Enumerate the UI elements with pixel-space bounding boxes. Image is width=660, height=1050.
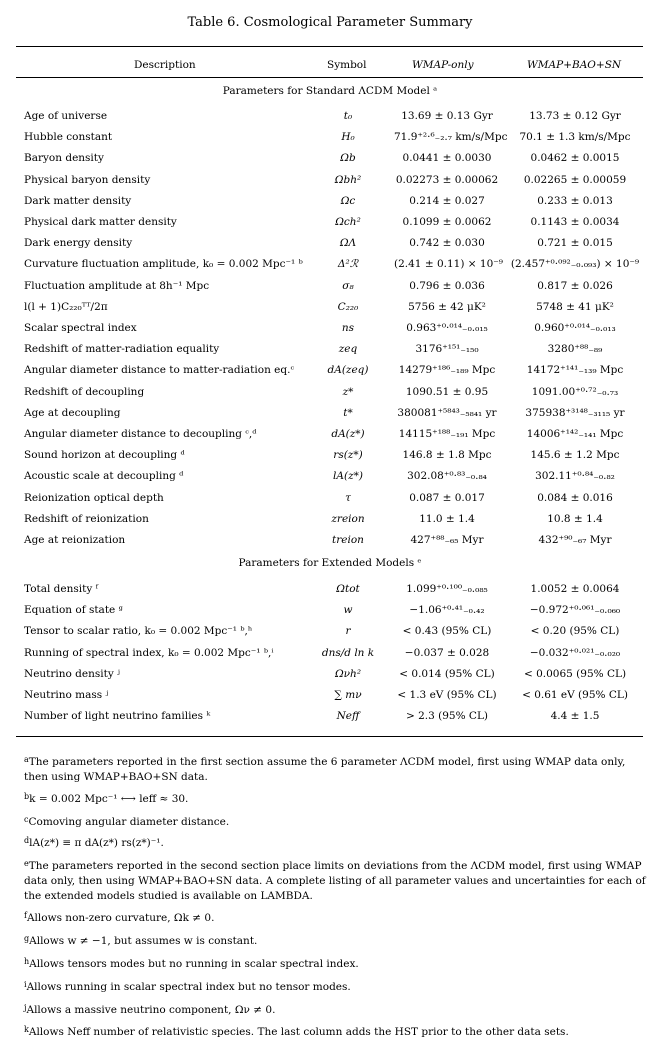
footnote-mark: b <box>24 792 30 801</box>
value-wmap-only: 11.0 ± 1.4 <box>419 512 475 525</box>
value-wmap-bao-sn: < 0.20 (95% CL) <box>530 625 620 638</box>
section-extended-title: Parameters for Extended Models ᵉ <box>238 557 422 569</box>
value-wmap-bao-sn: −0.972⁺⁰·⁰⁶¹₋₀.₀₆₀ <box>529 604 621 617</box>
table-row <box>0 280 660 300</box>
parameter-description: Age at reionization <box>24 534 126 546</box>
table-row <box>0 604 660 624</box>
parameter-symbol: ΩΛ <box>339 237 357 250</box>
table-row <box>0 174 660 194</box>
footnote-mark: a <box>24 755 29 764</box>
value-wmap-only: 3176⁺¹⁵¹₋₁₅₀ <box>415 343 479 356</box>
footnote-mark: c <box>24 815 29 824</box>
bottom-rule <box>16 736 643 737</box>
parameter-description: Age of universe <box>24 110 108 122</box>
parameter-description: Dark matter density <box>24 194 132 207</box>
value-wmap-bao-sn: 4.4 ± 1.5 <box>550 710 600 723</box>
table-row <box>0 513 660 533</box>
header-symbol: Symbol <box>327 59 367 71</box>
parameter-description: Dark energy density <box>24 237 133 250</box>
parameter-symbol: treion <box>332 534 364 546</box>
footnote-text: Allows non-zero curvature, Ωk ≠ 0. <box>26 912 215 924</box>
parameter-description: Neutrino density ʲ <box>24 667 120 680</box>
table-row <box>0 343 660 363</box>
footnote-mark: f <box>24 911 27 920</box>
footnote <box>24 1022 646 1040</box>
parameter-symbol: Ωνh² <box>334 667 362 680</box>
parameter-description: Total density ᶠ <box>24 583 98 595</box>
value-wmap-bao-sn: 302.11⁺⁰·⁸⁴₋₀.₈₂ <box>535 470 615 483</box>
parameter-description: Redshift of matter-radiation equality <box>24 343 220 356</box>
top-rule <box>16 46 643 47</box>
parameter-description: Tensor to scalar ratio, k₀ = 0.002 Mpc⁻¹ ᵇ,ʰ <box>24 625 253 638</box>
value-wmap-bao-sn: 0.817 ± 0.026 <box>537 279 613 292</box>
footnote-mark: e <box>24 859 29 868</box>
footnote <box>24 812 646 830</box>
table-row <box>0 710 660 730</box>
parameter-description: Baryon density <box>24 152 104 165</box>
footnote-mark: i <box>24 980 27 989</box>
table-row <box>0 258 660 278</box>
value-wmap-only: (2.41 ± 0.11) × 10⁻⁹ <box>394 258 504 271</box>
table-row <box>0 322 660 342</box>
header-rule <box>16 77 643 78</box>
header-description: Description <box>134 59 196 71</box>
parameter-symbol: zreion <box>331 512 365 525</box>
parameter-description: Fluctuation amplitude at 8h⁻¹ Mpc <box>24 279 210 292</box>
parameter-symbol: t₀ <box>343 110 353 122</box>
parameter-description: Equation of state ᵍ <box>24 604 123 617</box>
parameter-symbol: C₂₂₀ <box>337 300 359 313</box>
parameter-symbol: r <box>345 625 351 638</box>
parameter-description: l(l + 1)C₂₂₀ᵀᵀ/2π <box>24 300 108 313</box>
value-wmap-bao-sn: 10.8 ± 1.4 <box>547 512 603 525</box>
value-wmap-only: −1.06⁺⁰·⁴¹₋₀.₄₂ <box>409 604 485 617</box>
parameter-description: Running of spectral index, k₀ = 0.002 Mpc⁻¹ ᵇ,ⁱ <box>24 646 274 659</box>
value-wmap-only: 0.0441 ± 0.0030 <box>402 152 492 165</box>
footnote-mark: j <box>24 1003 27 1012</box>
value-wmap-only: 1.099⁺⁰·¹⁰⁰₋₀.₀₈₅ <box>406 583 488 595</box>
footnote <box>24 752 646 785</box>
value-wmap-bao-sn: < 0.61 eV (95% CL) <box>522 689 628 701</box>
parameter-description: Sound horizon at decoupling ᵈ <box>24 449 185 462</box>
parameter-description: Physical baryon density <box>24 173 151 186</box>
table-row <box>0 470 660 490</box>
value-wmap-bao-sn: 0.233 ± 0.013 <box>537 194 613 207</box>
value-wmap-only: −0.037 ± 0.028 <box>404 646 490 659</box>
parameter-symbol: dA(z*) <box>331 428 365 440</box>
table-caption: Table 6. Cosmological Parameter Summary <box>187 15 473 30</box>
footnote <box>24 833 646 851</box>
parameter-symbol: H₀ <box>341 131 355 144</box>
value-wmap-bao-sn: 70.1 ± 1.3 km/s/Mpc <box>519 131 631 144</box>
value-wmap-only: 0.087 ± 0.017 <box>409 491 485 504</box>
value-wmap-bao-sn: 0.0462 ± 0.0015 <box>530 152 620 165</box>
value-wmap-only: 0.02273 ± 0.00062 <box>395 173 499 186</box>
parameter-symbol: τ <box>345 491 351 504</box>
value-wmap-only: > 2.3 (95% CL) <box>405 710 489 723</box>
value-wmap-bao-sn: < 0.0065 (95% CL) <box>523 667 627 680</box>
footnote-text: Allows running in scalar spectral index but no tensor modes. <box>26 981 351 993</box>
footnote-mark: d <box>24 836 30 845</box>
parameter-symbol: Ωb <box>340 152 356 165</box>
value-wmap-only: 14279⁺¹⁸⁶₋₁₈₉ Mpc <box>398 364 496 377</box>
parameter-symbol: σ₈ <box>342 279 354 292</box>
value-wmap-bao-sn: 432⁺⁹⁰₋₆₇ Myr <box>538 534 612 546</box>
value-wmap-only: 5756 ± 42 μK² <box>408 300 486 313</box>
value-wmap-bao-sn: −0.032⁺⁰·⁰²¹₋₀.₀₂₀ <box>529 646 621 659</box>
footnote <box>24 954 646 972</box>
value-wmap-only: 0.742 ± 0.030 <box>409 237 485 250</box>
value-wmap-bao-sn: 0.084 ± 0.016 <box>537 491 613 504</box>
footnote-text: The parameters reported in the second section place limits on deviations from the ΛCDM model, first using WMAP data only, then using WMAP+BAO+SN data. A complete listing of all parameter values and uncertainties for each of the extended models studied is available on LAMBDA. <box>24 860 646 902</box>
value-wmap-only: 0.1099 ± 0.0062 <box>402 216 492 228</box>
footnote-mark: h <box>24 957 30 966</box>
value-wmap-bao-sn: 14006⁺¹⁴²₋₁₄₁ Mpc <box>526 428 624 440</box>
table-row <box>0 428 660 448</box>
value-wmap-only: 0.214 ± 0.027 <box>409 194 485 207</box>
value-wmap-bao-sn: 0.1143 ± 0.0034 <box>530 216 620 228</box>
value-wmap-only: < 0.014 (95% CL) <box>399 667 495 680</box>
parameter-symbol: Ωbh² <box>334 173 362 186</box>
value-wmap-only: < 1.3 eV (95% CL) <box>397 689 497 701</box>
header-wmap-only: WMAP-only <box>412 59 474 71</box>
value-wmap-only: 146.8 ± 1.8 Mpc <box>402 449 492 462</box>
parameter-symbol: w <box>343 604 353 617</box>
parameter-symbol: Δ²ℛ <box>337 258 359 271</box>
parameter-description: Neutrino mass ʲ <box>24 689 109 701</box>
value-wmap-bao-sn: 13.73 ± 0.12 Gyr <box>529 110 621 122</box>
footnote <box>24 931 646 949</box>
table-row <box>0 583 660 603</box>
parameter-description: Number of light neutrino families ᵏ <box>24 710 211 723</box>
parameter-symbol: Ωch² <box>335 216 361 228</box>
table-row <box>0 301 660 321</box>
footnote <box>24 977 646 995</box>
table-row <box>0 216 660 236</box>
footnote-text: The parameters reported in the first section assume the 6 parameter ΛCDM model, first using WMAP data only, then using WMAP+BAO+SN data. <box>24 756 626 783</box>
value-wmap-bao-sn: 5748 ± 41 μK² <box>536 300 614 313</box>
parameter-symbol: Ωc <box>340 194 356 207</box>
value-wmap-bao-sn: 375938⁺³¹⁴⁸₋₃₁₁₅ yr <box>525 406 625 419</box>
table-row <box>0 449 660 469</box>
value-wmap-only: 0.963⁺⁰·⁰¹⁴₋₀.₀₁₅ <box>406 322 488 334</box>
parameter-description: Curvature fluctuation amplitude, k₀ = 0.002 Mpc⁻¹ ᵇ <box>24 258 303 271</box>
value-wmap-only: 380081⁺⁵⁸⁴³₋₅₈₄₁ yr <box>397 406 497 419</box>
table-row <box>0 110 660 130</box>
footnote-text: Allows tensors modes but no running in scalar spectral index. <box>29 958 359 970</box>
value-wmap-bao-sn: 14172⁺¹⁴¹₋₁₃₉ Mpc <box>526 364 624 377</box>
footnote-text: Allows Neff number of relativistic species. The last column adds the HST prior to the other data sets. <box>28 1026 569 1038</box>
value-wmap-bao-sn: 3280⁺⁸⁸₋₈₉ <box>547 343 603 356</box>
value-wmap-only: 1090.51 ± 0.95 <box>405 385 489 398</box>
value-wmap-only: 302.08⁺⁰·⁸³₋₀.₈₄ <box>407 470 487 483</box>
table-row <box>0 407 660 427</box>
section-standard-title: Parameters for Standard ΛCDM Model ᵃ <box>222 85 438 97</box>
value-wmap-only: < 0.43 (95% CL) <box>402 625 492 638</box>
footnote <box>24 856 646 904</box>
value-wmap-bao-sn: 145.6 ± 1.2 Mpc <box>530 449 620 462</box>
value-wmap-only: 13.69 ± 0.13 Gyr <box>401 110 493 122</box>
table-row <box>0 131 660 151</box>
value-wmap-only: 427⁺⁸⁸₋₆₅ Myr <box>410 534 484 546</box>
parameter-description: Angular diameter distance to decoupling ᶜ,ᵈ <box>24 428 257 440</box>
footnote <box>24 908 646 926</box>
value-wmap-bao-sn: (2.457⁺⁰·⁰⁹²₋₀.₀₉₃) × 10⁻⁹ <box>510 258 640 271</box>
value-wmap-bao-sn: 0.960⁺⁰·⁰¹⁴₋₀.₀₁₃ <box>534 322 616 334</box>
parameter-description: Scalar spectral index <box>24 322 137 334</box>
value-wmap-bao-sn: 0.02265 ± 0.00059 <box>523 173 627 186</box>
parameter-symbol: dns/d ln k <box>321 646 375 659</box>
parameter-symbol: Ωtot <box>336 583 360 595</box>
table-row <box>0 152 660 172</box>
value-wmap-only: 14115⁺¹⁸⁸₋₁₉₁ Mpc <box>398 428 496 440</box>
table-row <box>0 364 660 384</box>
parameter-description: Physical dark matter density <box>24 216 177 228</box>
table-row <box>0 534 660 554</box>
value-wmap-only: 0.796 ± 0.036 <box>409 279 485 292</box>
footnote <box>24 789 646 807</box>
parameter-description: Hubble constant <box>24 131 113 144</box>
footnote-text: Allows a massive neutrino component, Ων ≠ 0. <box>26 1004 276 1016</box>
parameter-description: Angular diameter distance to matter-radiation eq.ᶜ <box>24 364 295 377</box>
parameter-symbol: ∑ mν <box>334 689 362 701</box>
footnote-text: Allows w ≠ −1, but assumes w is constant. <box>29 935 258 947</box>
value-wmap-bao-sn: 0.721 ± 0.015 <box>537 237 613 250</box>
parameter-symbol: dA(zeq) <box>327 364 369 377</box>
parameter-symbol: lA(z*) <box>333 470 363 483</box>
footnote-text: k = 0.002 Mpc⁻¹ ⟷ leff ≈ 30. <box>29 793 189 805</box>
parameter-symbol: Neff <box>336 710 360 723</box>
parameter-symbol: t* <box>343 406 353 419</box>
parameter-symbol: ns <box>341 322 355 334</box>
value-wmap-bao-sn: 1091.00⁺⁰·⁷²₋₀.₇₃ <box>531 385 619 398</box>
parameter-description: Reionization optical depth <box>24 491 164 504</box>
parameter-description: Age at decoupling <box>24 406 121 419</box>
table-row <box>0 195 660 215</box>
parameter-description: Acoustic scale at decoupling ᵈ <box>24 470 184 483</box>
header-wmap-bao-sn: WMAP+BAO+SN <box>527 59 622 71</box>
table-row <box>0 237 660 257</box>
parameter-description: Redshift of reionization <box>24 512 149 525</box>
footnote <box>24 1000 646 1018</box>
table-row <box>0 386 660 406</box>
value-wmap-only: 71.9⁺²·⁶₋₂.₇ km/s/Mpc <box>394 131 508 144</box>
value-wmap-bao-sn: 1.0052 ± 0.0064 <box>530 583 620 595</box>
table-row <box>0 647 660 667</box>
footnote-mark: g <box>24 934 30 943</box>
parameter-symbol: z* <box>342 385 354 398</box>
parameter-symbol: zeq <box>338 343 358 356</box>
parameter-description: Redshift of decoupling <box>24 385 145 398</box>
table-row <box>0 668 660 688</box>
footnote-text: lA(z*) ≡ π dA(z*) rs(z*)⁻¹. <box>29 837 164 849</box>
footnote-mark: k <box>24 1025 29 1034</box>
table-row <box>0 625 660 645</box>
footnote-text: Comoving angular diameter distance. <box>28 816 230 828</box>
parameter-symbol: rs(z*) <box>333 449 363 462</box>
table-row <box>0 492 660 512</box>
table-row <box>0 689 660 709</box>
